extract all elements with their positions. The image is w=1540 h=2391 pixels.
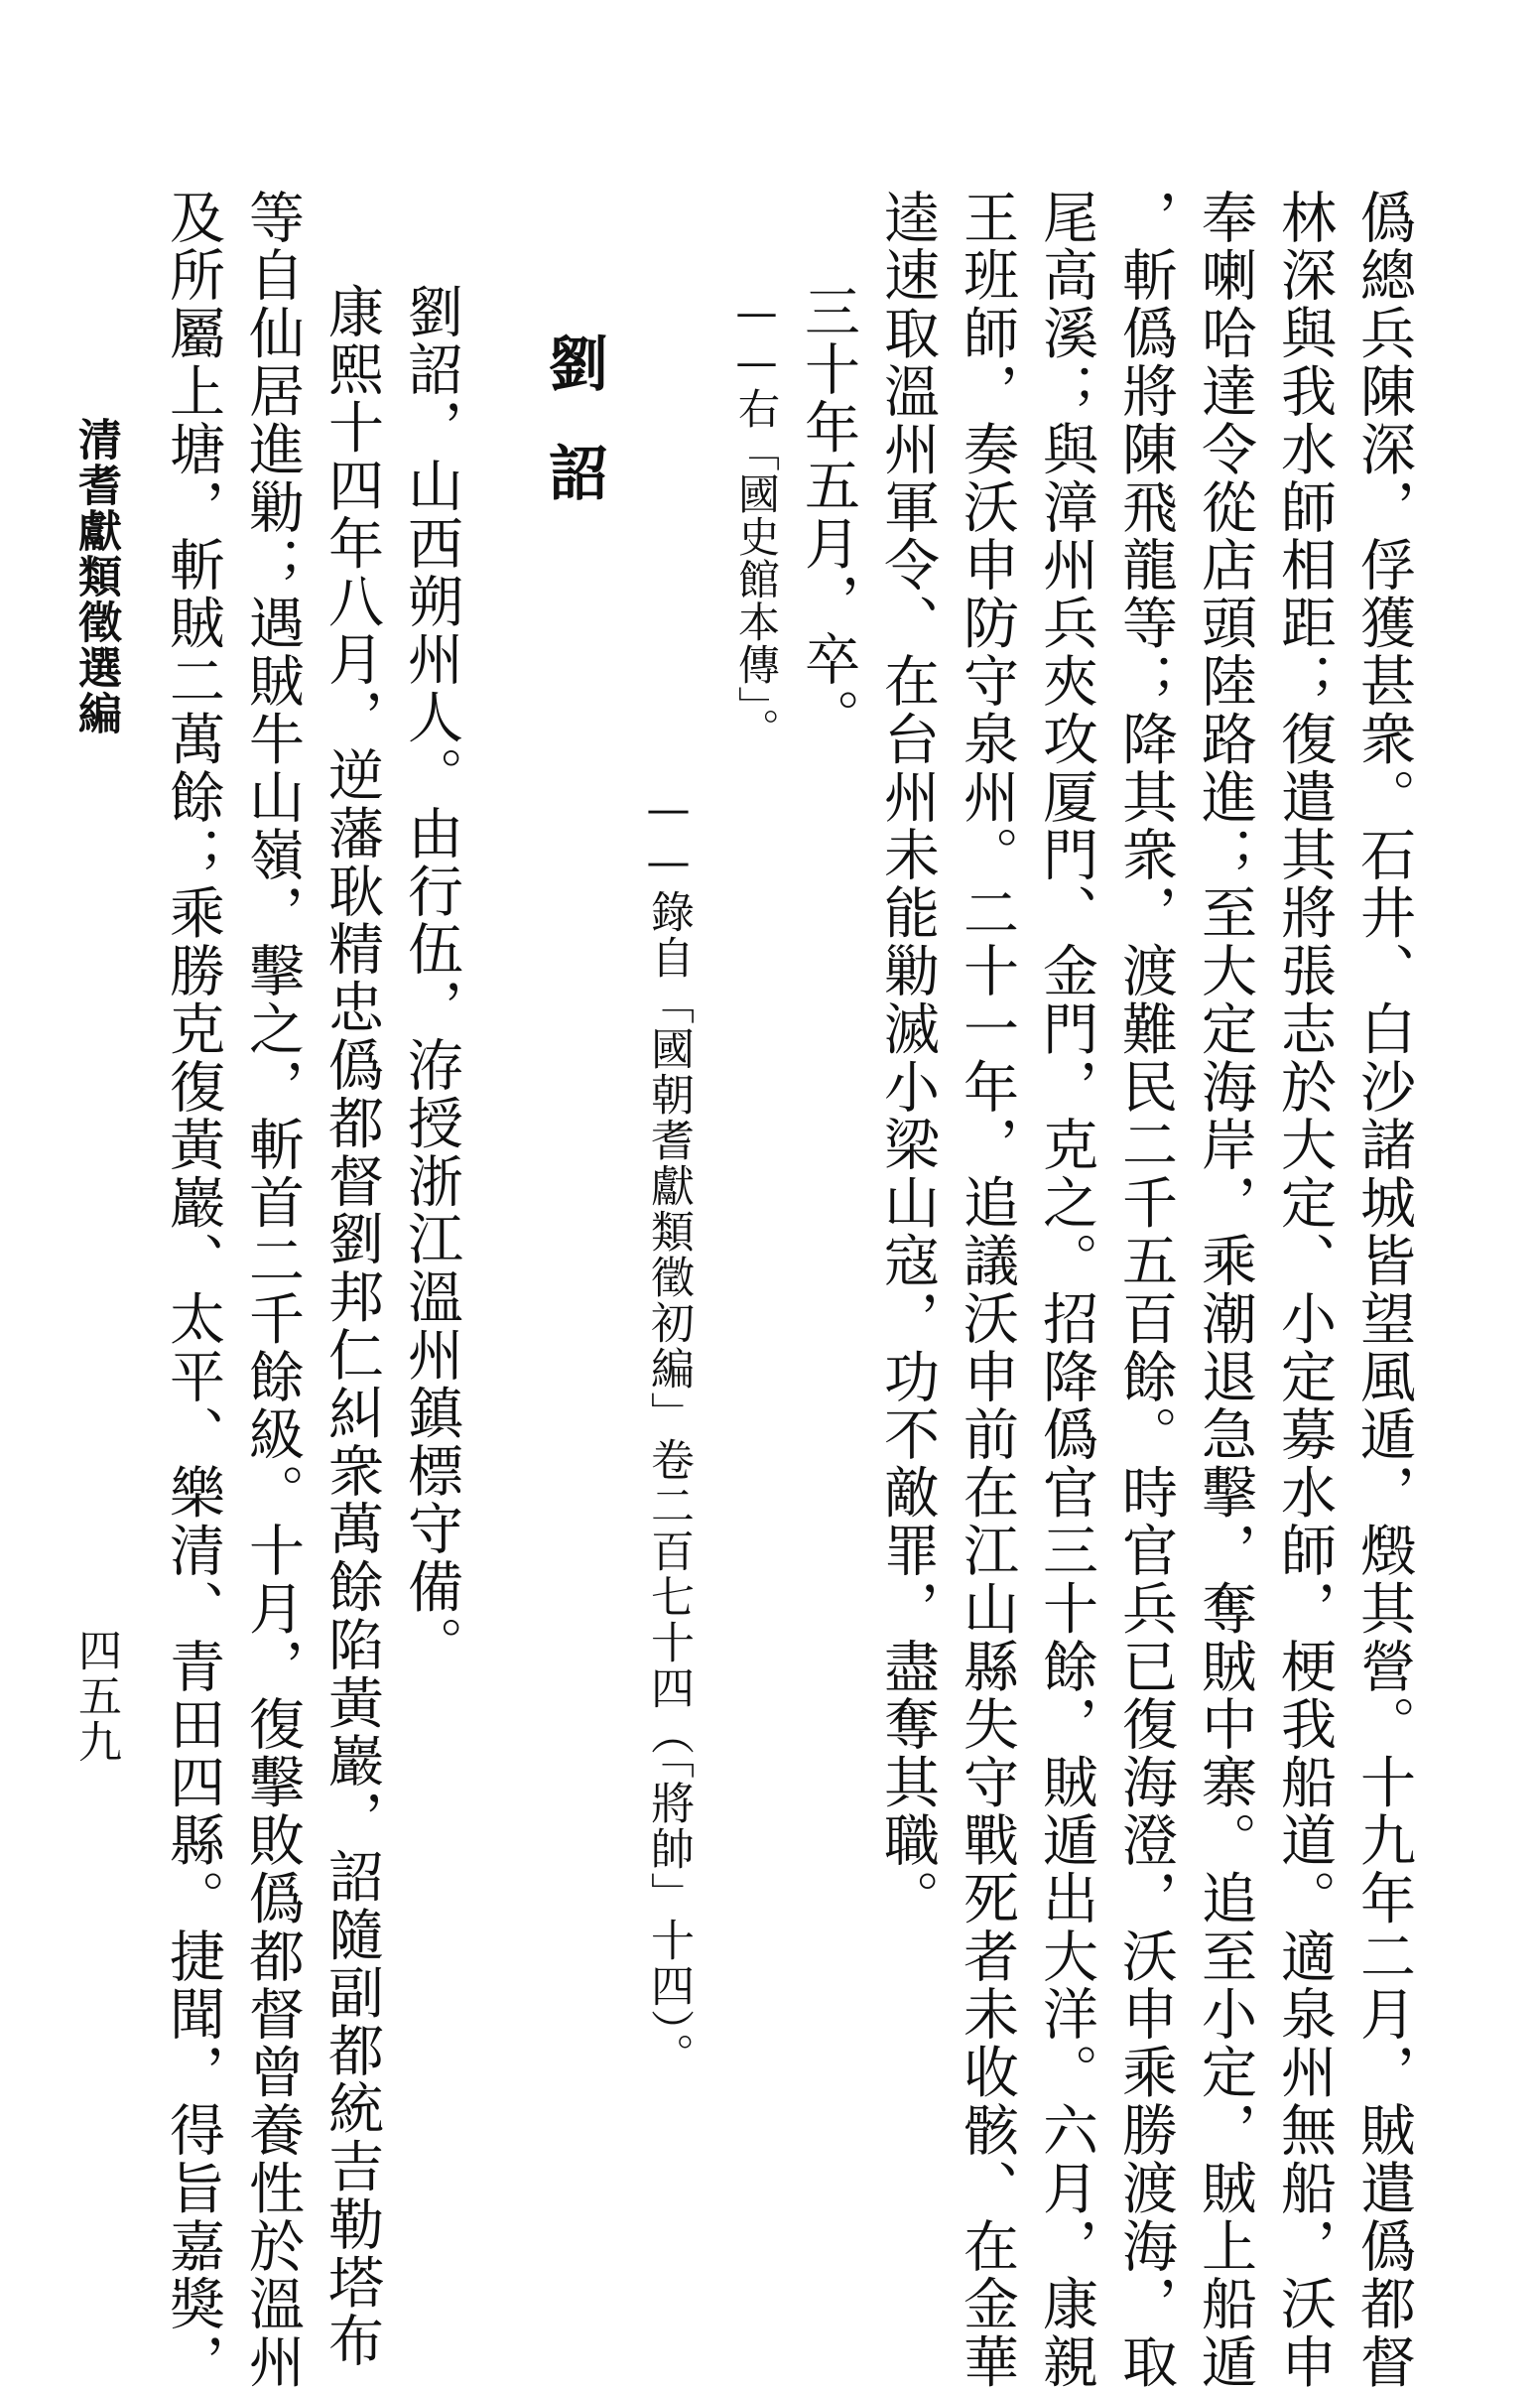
text-column-2: 林深與我水師相距；復遣其將張志於大定、小定募水師，梗我船道。適泉州無船，沃申 <box>1272 189 1337 2391</box>
text-column-3: 奉喇哈達令從店頭陸路進；至大定海岸，乘潮退急擊，奪賊中寨。追至小定，賊上船遁 <box>1193 189 1257 2391</box>
text-column-liu-2: 康熙十四年八月，逆藩耿精忠僞都督劉邦仁糾衆萬餘陷黃巖，詔隨副都統吉勒塔布 <box>320 283 384 2370</box>
death-date-line: 三十年五月，卒。 <box>796 283 860 747</box>
text-column-1: 僞總兵陳深，俘獲甚衆。石井、白沙諸城皆望風遁，燬其營。十九年二月，賊遣僞都督 <box>1351 189 1416 2391</box>
source-citation: ——錄自「國朝耆獻類徵初編」卷二百七十四（「將帥」十四）。 <box>643 784 694 2078</box>
text-column-liu-1: 劉詔，山西朔州人。由行伍，洊授浙江溫州鎮標守備。 <box>399 283 463 1674</box>
text-column-7: 逵速取溫州軍令、在台州未能勦滅小梁山寇，功不敵罪，盡奪其職。 <box>875 189 940 1927</box>
text-column-liu-4: 及所屬上塘，斬賊二萬餘；乘勝克復黃巖、太平、樂清、青田四縣。捷聞，得旨嘉獎， <box>161 189 225 2391</box>
text-column-5: 尾高溪；與漳州兵夾攻厦門、金門，克之。招降僞官三十餘，賊遁出大洋。六月，康親 <box>1034 189 1098 2391</box>
book-title-footer: 清耆獻類徵選編 <box>70 417 121 736</box>
text-column-6: 王班師，奏沃申防守泉州。二十一年，追議沃申前在江山縣失守戰死者未收骸、在金華 <box>955 189 1019 2391</box>
source-note-biography: ——右「國史館本傳」。 <box>732 288 781 750</box>
text-column-liu-3: 等自仙居進勦；遇賊牛山嶺，擊之，斬首二千餘級。十月，復擊敗僞都督曾養性於溫州 <box>240 189 305 2391</box>
page-number: 四五九 <box>70 1628 121 1765</box>
text-column-4: ，斬僞將陳飛龍等；降其衆，渡難民二千五百餘。時官兵已復海澄，沃申乘勝渡海，取 <box>1113 189 1178 2391</box>
section-heading-liu-zhao: 劉詔 <box>539 332 608 551</box>
